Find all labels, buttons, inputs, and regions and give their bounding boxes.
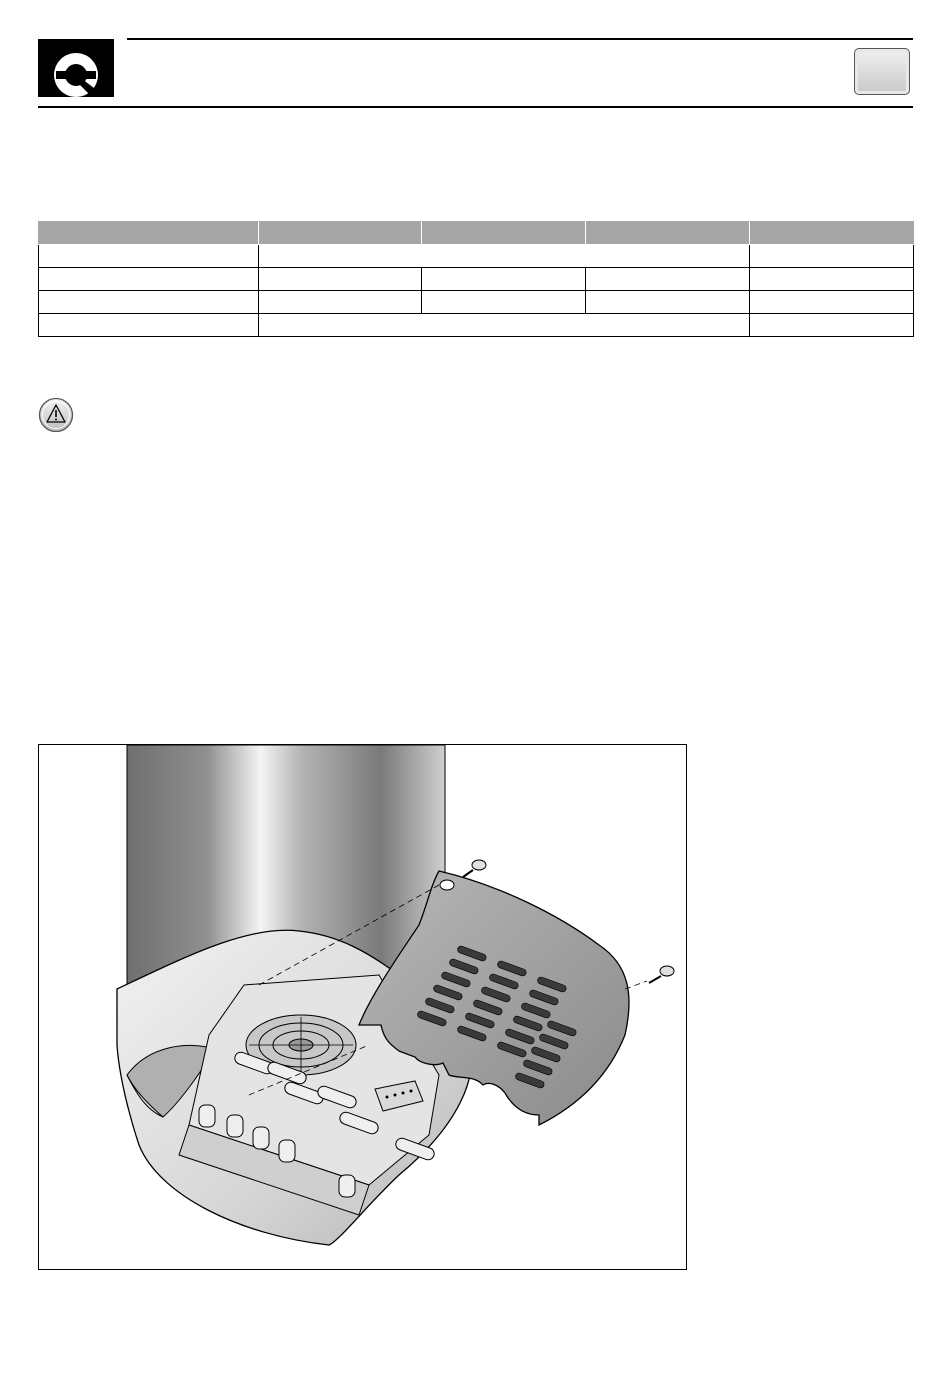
table-cell [259, 268, 422, 291]
row-label [39, 268, 259, 291]
table-cell [422, 291, 586, 314]
device-housing-cover-removal-illustration [39, 745, 687, 1270]
merged-cell [259, 245, 750, 268]
table-row [39, 314, 914, 337]
row-label [39, 245, 259, 268]
table-header-cell [750, 222, 914, 245]
merged-cell [259, 314, 750, 337]
table-row [39, 291, 914, 314]
table-header-row [39, 222, 914, 245]
row-label [39, 291, 259, 314]
device-illustration-frame [38, 744, 687, 1270]
table-cell [750, 314, 914, 337]
table-cell [586, 291, 750, 314]
table-cell [750, 268, 914, 291]
table-cell [750, 291, 914, 314]
table-cell [259, 291, 422, 314]
spec-table [38, 221, 914, 337]
table-header-cell [39, 222, 259, 245]
header-rule-top [127, 38, 913, 40]
table-cell [422, 268, 586, 291]
table-cell [750, 245, 914, 268]
table-row [39, 268, 914, 291]
header-rule-bottom [38, 106, 913, 108]
table-cell [586, 268, 750, 291]
table-header-cell [259, 222, 422, 245]
table-header-cell [586, 222, 750, 245]
language-tab[interactable] [854, 48, 910, 95]
brand-logo-icon [38, 39, 114, 97]
table-row [39, 245, 914, 268]
row-label [39, 314, 259, 337]
warning-triangle-icon [38, 397, 74, 433]
table-header-cell [422, 222, 586, 245]
